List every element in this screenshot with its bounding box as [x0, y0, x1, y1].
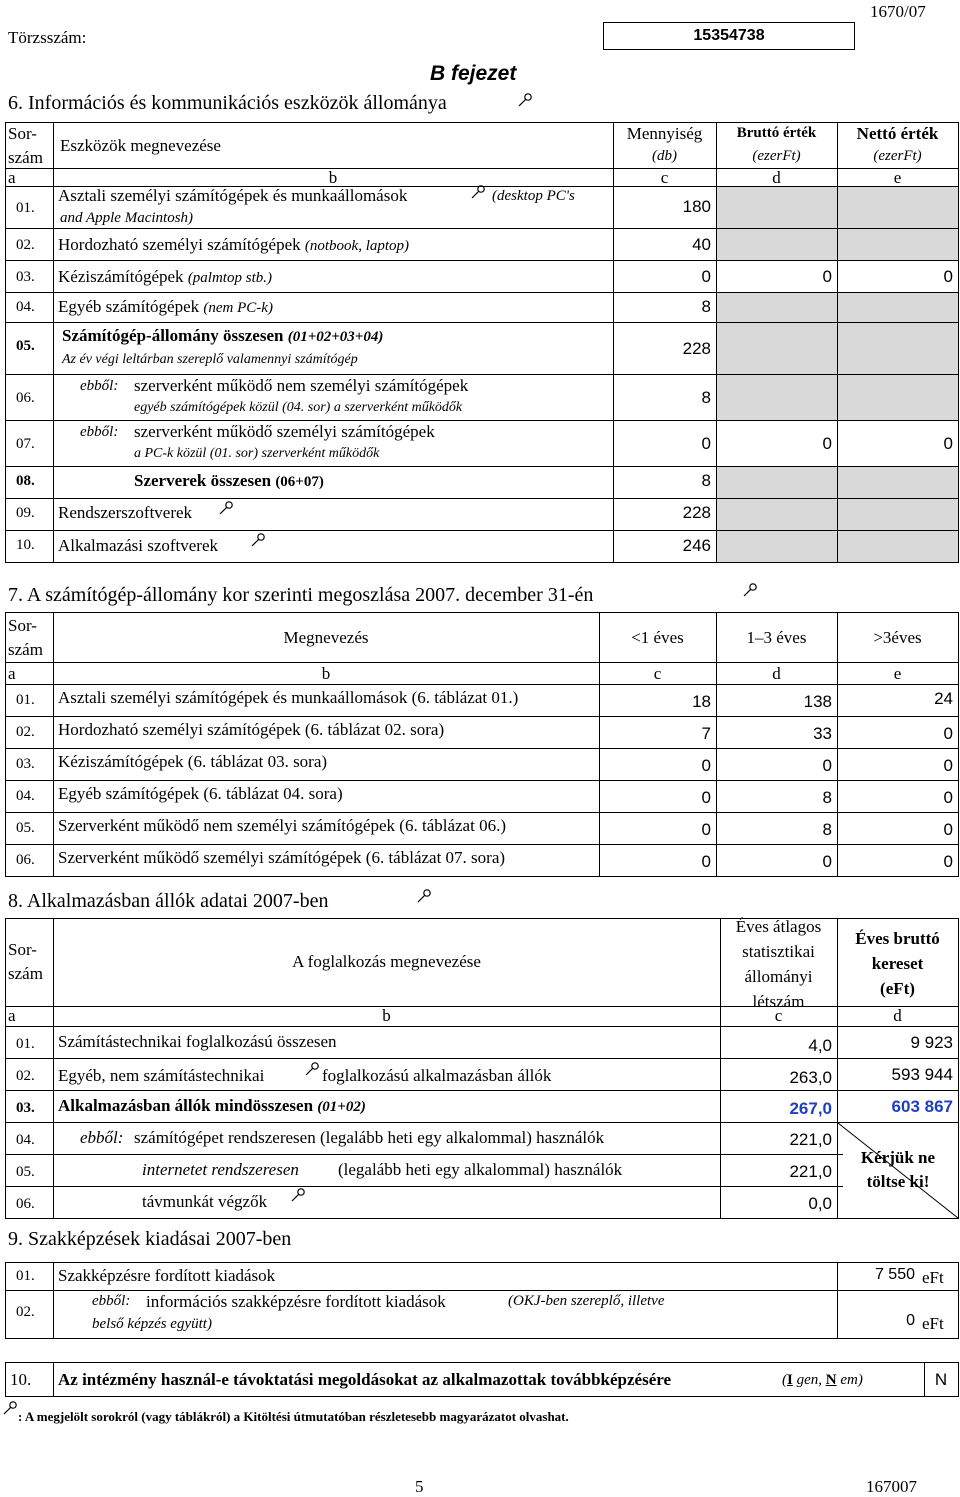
- section8-title: 8. Alkalmazásban állók adatai 2007-ben: [8, 890, 329, 912]
- row-label: távmunkát végzők: [142, 1192, 268, 1211]
- row-label: Egyéb, nem számítástechnikai: [58, 1066, 265, 1085]
- col-name: Eszközök megnevezése: [60, 136, 221, 155]
- cell-headcount: 4,0: [808, 1036, 832, 1055]
- cell-quantity: 180: [682, 197, 711, 216]
- row-number: 03.: [16, 756, 35, 772]
- row-number: 08.: [16, 473, 35, 489]
- row-note: a PC-k közül (01. sor) szerverként működők: [134, 446, 380, 461]
- form-footer-code: 167007: [866, 1477, 917, 1496]
- key-icon: [517, 92, 533, 108]
- letter-d: d: [772, 664, 781, 683]
- letter-e: e: [893, 168, 902, 187]
- letter-c: c: [653, 664, 662, 683]
- col-net-unit: (ezerFt): [873, 148, 922, 164]
- key-icon: [416, 888, 432, 904]
- row-number: 06.: [16, 390, 35, 406]
- cell-lt1: 0: [701, 788, 711, 807]
- cell-salary: 9 923: [910, 1033, 953, 1052]
- row-label: számítógépet rendszeresen (legalább heti egy alkalommal) használók: [134, 1128, 605, 1147]
- cell-headcount: 221,0: [789, 1162, 832, 1181]
- row-number: 04.: [16, 299, 35, 315]
- cell-salary: 593 944: [891, 1065, 953, 1084]
- cell-gt3: 0: [943, 724, 953, 743]
- col-sor: Sor-: [8, 124, 37, 143]
- row-label: Egyéb számítógépek (nem PC-k): [58, 297, 273, 316]
- row-label: Asztali személyi számítógépek és munkaállomások (6. táblázat 01.): [58, 688, 519, 707]
- row-label: Kéziszámítógépek (palmtop stb.): [58, 267, 272, 286]
- row-label: Számítástechnikai foglalkozású összesen: [58, 1032, 337, 1051]
- row-number: 05.: [16, 820, 35, 836]
- letter-b: b: [382, 1006, 391, 1025]
- col-szam: szám: [8, 148, 43, 167]
- col-szam: szám: [8, 964, 43, 983]
- cell-1-3: 8: [822, 820, 832, 839]
- page-number: 5: [415, 1477, 424, 1496]
- row-number: 02.: [16, 1304, 35, 1320]
- row-number: 01.: [16, 1268, 35, 1284]
- cell-1-3: 0: [822, 852, 832, 871]
- row-number: 04.: [16, 1132, 35, 1148]
- row-number: 01.: [16, 692, 35, 708]
- col-quantity-unit: (db): [652, 148, 677, 164]
- row-number: 04.: [16, 788, 35, 804]
- letter-a: a: [8, 1006, 16, 1025]
- cell-gt3: 0: [943, 788, 953, 807]
- row-number: 01.: [16, 1036, 35, 1052]
- key-icon: [250, 532, 266, 548]
- row-number: 09.: [16, 505, 35, 521]
- cell-expense: 0: [906, 1312, 915, 1329]
- col-gt3: >3éves: [873, 628, 922, 647]
- cell-expense: 7 550: [874, 1266, 915, 1283]
- row-label: Egyéb számítógépek (6. táblázat 04. sora): [58, 784, 343, 803]
- row-number: 02.: [16, 724, 35, 740]
- row-note: Az év végi leltárban szereplő valamennyi számítógép: [62, 352, 358, 367]
- section6-title: 6. Információs és kommunikációs eszközök állománya: [8, 92, 447, 114]
- col-1-3: 1–3 éves: [746, 628, 807, 647]
- form-code: 1670/07: [870, 2, 926, 21]
- row-number: 03.: [16, 269, 35, 285]
- cell-lt1: 0: [701, 820, 711, 839]
- letter-a: a: [8, 168, 16, 187]
- cell-1-3: 33: [813, 724, 832, 743]
- cell-quantity: 228: [682, 339, 711, 358]
- row-label: Szerverként működő személyi számítógépek (6. táblázat 07. sora): [58, 848, 506, 867]
- row-label: Alkalmazásban állók mindösszesen (01+02): [58, 1096, 366, 1115]
- letter-b: b: [321, 664, 331, 683]
- cell-headcount: 263,0: [789, 1068, 832, 1087]
- letter-b: b: [328, 168, 338, 187]
- row-prefix: ebből:: [80, 378, 119, 394]
- row-prefix: ebből:: [92, 1293, 131, 1309]
- cell-lt1: 7: [701, 724, 711, 743]
- row-number: 02.: [16, 237, 35, 253]
- distance-learning-answer: N: [934, 1370, 948, 1389]
- cell-lt1: 18: [692, 692, 711, 711]
- row-prefix: internetet rendszeresen: [142, 1160, 299, 1179]
- letter-a: a: [8, 664, 16, 683]
- cell-1-3: 0: [822, 756, 832, 775]
- row-label: Számítógép-állomány összesen (01+02+03+04): [62, 326, 384, 345]
- cell-gt3: 0: [943, 820, 953, 839]
- row-label: Kéziszámítógépek (6. táblázat 03. sora): [58, 752, 328, 771]
- section9-title: 9. Szakképzések kiadásai 2007-ben: [8, 1228, 292, 1250]
- col-gross-unit: (ezerFt): [752, 148, 801, 164]
- row-note: and Apple Macintosh): [60, 210, 194, 226]
- row-number: 03.: [16, 1100, 35, 1116]
- row-label: Hordozható személyi számítógépek (6. táblázat 02. sora): [58, 720, 445, 739]
- row-label: foglalkozású alkalmazásban állók: [322, 1066, 552, 1085]
- footnote: : A megjelölt sorokról (vagy táblákról) a Kitöltési útmutatóban részletesebb magyarázatot olvashat.: [18, 1409, 569, 1424]
- key-icon: [2, 1400, 18, 1416]
- section7-title: 7. A számítógép-állomány kor szerinti megoszlása 2007. december 31-én: [8, 584, 594, 606]
- chapter-title: B fejezet: [430, 62, 517, 85]
- torzsszam-label: Törzsszám:: [8, 28, 87, 47]
- row-number: 01.: [16, 200, 35, 216]
- col-headcount: Éves átlagos statisztikai állományi létszám: [735, 917, 822, 1011]
- cell-unit: eFt: [922, 1268, 944, 1287]
- row-number: 05.: [16, 338, 35, 354]
- col-net: Nettó érték: [856, 124, 939, 143]
- cell-headcount: 0,0: [808, 1194, 832, 1213]
- letter-e: e: [893, 664, 902, 683]
- row-number: 07.: [16, 436, 35, 452]
- row-label: szerverként működő személyi számítógépek: [134, 422, 435, 441]
- cell-gross: 0: [822, 267, 832, 286]
- row-label: Szakképzésre fordított kiadások: [58, 1266, 276, 1285]
- cell-headcount: 221,0: [789, 1130, 832, 1149]
- cell-lt1: 0: [701, 852, 711, 871]
- col-quantity: Mennyiség: [626, 124, 703, 143]
- col-lt1: <1 éves: [631, 628, 684, 647]
- row-number: 10.: [10, 1370, 32, 1389]
- cell-lt1: 0: [701, 756, 711, 775]
- row-label: Szerverek összesen (06+07): [134, 471, 324, 490]
- row-prefix: ebből:: [80, 1128, 124, 1147]
- cell-quantity: 228: [682, 503, 711, 522]
- letter-c: c: [660, 168, 669, 187]
- cell-quantity: 40: [692, 235, 711, 254]
- cell-quantity: 8: [701, 297, 711, 316]
- answer-hint: (I gen, N em): [782, 1372, 863, 1388]
- letter-d: d: [772, 168, 781, 187]
- cell-gt3: 0: [943, 852, 953, 871]
- row-number: 10.: [16, 537, 35, 553]
- do-not-fill-note: Kérjük ne töltse ki!: [860, 1148, 936, 1191]
- cell-quantity: 0: [701, 267, 711, 286]
- row-number: 05.: [16, 1164, 35, 1180]
- cell-quantity: 246: [682, 536, 711, 555]
- row-label: Rendszerszoftverek: [58, 503, 193, 522]
- col-sor: Sor-: [8, 616, 37, 635]
- letter-c: c: [774, 1006, 783, 1025]
- row-label: Szerverként működő nem személyi számítógépek (6. táblázat 06.): [58, 816, 506, 835]
- cell-quantity: 8: [701, 388, 711, 407]
- row-note: egyéb számítógépek közül (04. sor) a szerverként működők: [134, 400, 463, 415]
- cell-gt3: 24: [934, 689, 953, 708]
- row-note: belső képzés együtt): [92, 1316, 212, 1332]
- key-icon: [470, 184, 486, 200]
- col-gross: Bruttó érték: [736, 125, 817, 141]
- col-name: Megnevezés: [283, 628, 369, 647]
- col-occupation: A foglalkozás megnevezése: [292, 952, 481, 971]
- key-icon: [742, 582, 758, 598]
- cell-net: 0: [943, 434, 953, 453]
- row-label: Alkalmazási szoftverek: [58, 536, 219, 555]
- row-note: (desktop PC's: [492, 188, 575, 204]
- cell-headcount: 267,0: [789, 1099, 832, 1118]
- row-prefix: ebből:: [80, 424, 119, 440]
- row-number: 06.: [16, 852, 35, 868]
- cell-1-3: 138: [803, 692, 832, 711]
- row-label: szerverként működő nem személyi számítógépek: [134, 376, 469, 395]
- cell-1-3: 8: [822, 788, 832, 807]
- row-label: Asztali személyi számítógépek és munkaállomások: [58, 186, 408, 205]
- row-label: (legalább heti egy alkalommal) használók: [338, 1160, 623, 1179]
- col-sor: Sor-: [8, 940, 37, 959]
- key-icon: [218, 500, 234, 516]
- col-szam: szám: [8, 640, 43, 659]
- key-icon: [304, 1061, 320, 1077]
- letter-d: d: [893, 1006, 902, 1025]
- distance-learning-question: Az intézmény használ-e távoktatási megoldásokat az alkalmazottak továbbképzésére: [58, 1370, 672, 1389]
- cell-gross: 0: [822, 434, 832, 453]
- row-note: (OKJ-ben szereplő, illetve: [508, 1293, 665, 1309]
- torzsszam-value: 15354738: [603, 22, 855, 50]
- row-label: információs szakképzésre fordított kiadások: [146, 1292, 446, 1311]
- cell-salary: 603 867: [891, 1097, 953, 1116]
- cell-net: 0: [943, 267, 953, 286]
- row-label: Hordozható személyi számítógépek (notbook, laptop): [58, 235, 410, 254]
- key-icon: [290, 1187, 306, 1203]
- cell-quantity: 8: [701, 471, 711, 490]
- cell-unit: eFt: [922, 1314, 944, 1333]
- col-salary: Éves bruttó kereset (eFt): [855, 929, 940, 998]
- row-number: 06.: [16, 1196, 35, 1212]
- cell-gt3: 0: [943, 756, 953, 775]
- row-number: 02.: [16, 1068, 35, 1084]
- cell-quantity: 0: [701, 434, 711, 453]
